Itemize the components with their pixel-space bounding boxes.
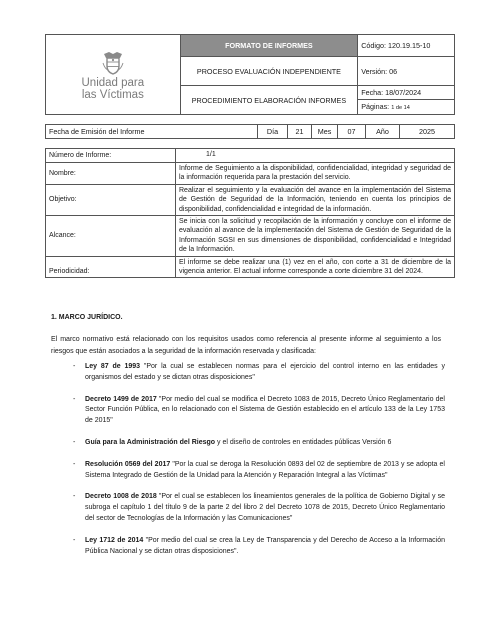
report-number-label: Número de Informe: (46, 149, 176, 163)
list-item (51, 460, 445, 482)
report-info-table (45, 148, 455, 278)
procedure-name: PROCEDIMIENTO ELABORACIÓN INFORMES (180, 86, 358, 115)
report-number-value: 1/1 (176, 149, 455, 163)
pages-value: 1 de 14 (391, 105, 410, 111)
dash-bullet-icon: - (73, 493, 76, 501)
format-title: FORMATO DE INFORMES (180, 35, 358, 57)
entity-name-line2: las Víctimas (81, 88, 144, 101)
law-name: Resolución 0569 del 2017 (85, 460, 171, 468)
law-description: "Por la cual se establecen normas para el ejercicio del control interno en las entidades y organismos del estado y se dictan otras disposiciones" (85, 363, 445, 381)
dash-bullet-icon: - (73, 536, 76, 544)
law-name: Decreto 1008 de 2018 (85, 493, 157, 501)
report-name-value: Informe de Seguimiento a la disponibilidad, confidencialidad, integridad y seguridad de la información requerida para la prestación del servicio. (176, 163, 455, 185)
year-label: Año (366, 125, 400, 139)
objective-label: Objetivo: (46, 184, 176, 215)
colombia-coat-of-arms-icon (101, 49, 125, 75)
law-name: Decreto 1499 de 2017 (85, 395, 157, 403)
list-item (51, 492, 445, 524)
law-description: "Por la cual se deroga la Resolución 0893 del 02 de septiembre de 2013 y se adopta el Sistema Integrado de Gestión de la Unidad para la Atención y Reparación Integral a las Víctimas" (85, 460, 445, 479)
scope-label: Alcance: (46, 216, 176, 257)
law-description: "Por medio del cual se crea la Ley de Transparencia y del Derecho de Acceso a la Información Pública Nacional y se dictan otras disposiciones". (85, 536, 445, 555)
document-code: Código: 120.19.15-10 (358, 35, 455, 57)
pages-label: Páginas: (361, 102, 390, 111)
objective-value: Realizar el seguimiento y la evaluación del avance en la implementación del Sistema de Gestión de Seguridad de la Información, teniendo en cuenta los principios de disponibilidad, confidencialidad e integridad de la información. (176, 184, 455, 215)
scope-value: Se inicia con la solicitud y recopilación de la información y concluye con el informe de evaluación al avance de la implementación del Sistema de Gestión de Seguridad de la Información SGSI en sus dimensiones de disponibilidad, confidencialidad e Integridad de la Información. (176, 216, 455, 257)
law-description: "Por medio del cual se modifica el Decreto 1083 de 2015, Decreto Único Reglamentario del Sector Función Pública, en lo relacionado con el Sistema de Gestión establecido en el artículo 133 de la Ley 1753 de 2015" (85, 395, 445, 425)
list-item (51, 362, 445, 384)
month-value: 07 (338, 125, 366, 139)
periodicity-label: Periodicidad: (46, 256, 176, 278)
dash-bullet-icon: - (73, 395, 76, 403)
year-value: 2025 (400, 125, 455, 139)
dash-bullet-icon: - (73, 438, 76, 446)
month-label: Mes (312, 125, 338, 139)
entity-name-line1: Unidad para (81, 76, 145, 89)
report-name-label: Nombre: (46, 163, 176, 185)
document-version: Versión: 06 (358, 57, 455, 86)
law-name: Ley 87 de 1993 (85, 363, 141, 370)
law-name: Ley 1712 de 2014 (85, 536, 144, 544)
emission-label: Fecha de Emisión del Informe (46, 125, 258, 139)
pages-row (361, 100, 454, 114)
dash-bullet-icon: - (73, 363, 76, 370)
day-value: 21 (288, 125, 312, 139)
law-description: "Por el cual se establecen los lineamientos generales de la política de Gobierno Digital y se subroga el capítulo 1 del título 9 de la parte 2 del libro 2 del Decreto 1078 de 2015, Decreto Único Reglamentario del sector de Tecnologías de la Información y las Comunicaciones" (85, 493, 446, 522)
section-title: 1. MARCO JURÍDICO. (51, 314, 123, 321)
date-pages-cell (358, 86, 455, 115)
process-name: PROCESO EVALUACIÓN INDEPENDIENTE (180, 57, 358, 86)
day-label: Día (258, 125, 288, 139)
list-item (51, 438, 445, 449)
intro-paragraph: El marco normativo está relacionado con los requisitos usados como referencia al presente informe al seguimiento a los riesgos que están asociados a la seguridad de la información reservada y clasificada: (51, 336, 441, 355)
emission-date-row (45, 124, 455, 139)
entity-logo-cell (46, 35, 181, 115)
document-date: Fecha: 18/07/2024 (358, 86, 454, 100)
law-name: Guía para la Administración del Riesgo (85, 438, 216, 446)
legal-framework-list (51, 362, 445, 557)
list-item (51, 536, 445, 558)
periodicity-value: El informe se debe realizar una (1) vez en el año, con corte a 31 de diciembre de la vigencia anterior. El actual informe corresponde a corte diciembre 31 del 2024. (176, 256, 455, 278)
law-description: y el diseño de controles en entidades públicas Versión 6 (215, 438, 392, 446)
dash-bullet-icon: - (73, 460, 76, 468)
list-item (51, 395, 445, 427)
document-header (45, 34, 455, 115)
